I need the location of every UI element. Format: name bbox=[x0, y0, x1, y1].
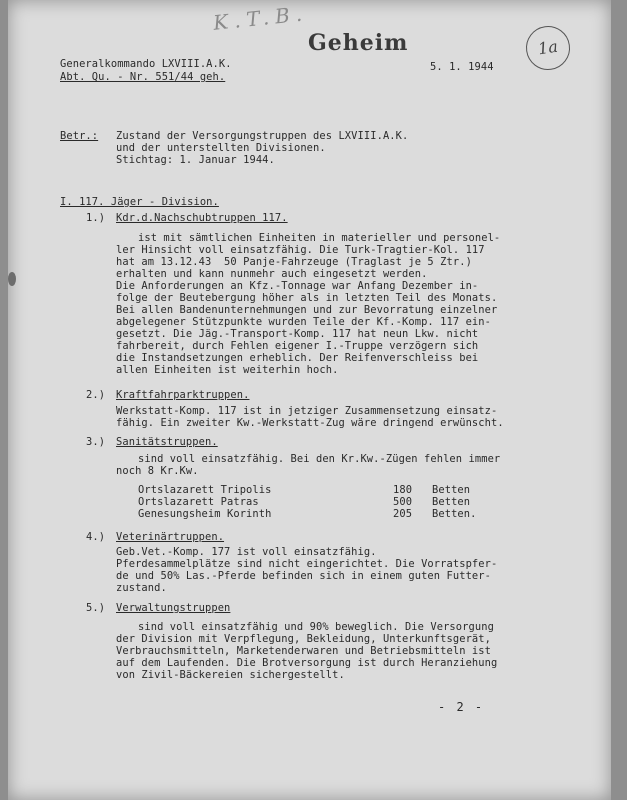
section-1-line: hat am 13.12.43 50 Panje-Fahrzeuge (Traglast je 5 Ztr.) bbox=[116, 256, 472, 268]
hospital-count: 205 bbox=[393, 508, 413, 520]
section-5-number: 5.) bbox=[86, 602, 106, 614]
header-command: Generalkommando LXVIII.A.K. bbox=[60, 58, 232, 70]
section-1-line: allen Einheiten ist weiterhin hoch. bbox=[116, 364, 339, 376]
section-1-line: gesetzt. Die Jäg.-Transport-Komp. 117 hat neun Lkw. nicht bbox=[116, 328, 479, 340]
hospital-unit: Betten bbox=[432, 496, 471, 508]
section-5-line: auf dem Laufenden. Die Brotversorgung ist durch Heranziehung bbox=[116, 657, 498, 669]
section-3-number: 3.) bbox=[86, 436, 106, 448]
section-1-line: Die Anforderungen an Kfz.-Tonnage war Anfang Dezember in- bbox=[116, 280, 479, 292]
section-1-title: Kdr.d.Nachschubtruppen 117. bbox=[116, 212, 288, 224]
section-2-line: Werkstatt-Komp. 117 ist in jetziger Zusammensetzung einsatz- bbox=[116, 405, 498, 417]
section-1-line: die Instandsetzungen erheblich. Der Reifenverschleiss bei bbox=[116, 352, 479, 364]
page-number: - 2 - bbox=[438, 700, 485, 714]
section-5-title: Verwaltungstruppen bbox=[116, 602, 231, 614]
section-1-line: Bei allen Bandenunternehmungen und zur Bevorratung einzelner bbox=[116, 304, 498, 316]
section-1-line: ist mit sämtlichen Einheiten in materieller und personel- bbox=[138, 232, 501, 244]
section-3-line: noch 8 Kr.Kw. bbox=[116, 465, 199, 477]
section-3-title: Sanitätstruppen. bbox=[116, 436, 218, 448]
header-date: 5. 1. 1944 bbox=[430, 61, 494, 73]
header-file-ref: Abt. Qu. - Nr. 551/44 geh. bbox=[60, 71, 226, 83]
document-page bbox=[8, 0, 611, 800]
punch-hole bbox=[8, 272, 16, 286]
section-4-title: Veterinärtruppen. bbox=[116, 531, 225, 543]
section-1-line: abgelegener Stützpunkte wurden Teile der Kf.-Komp. 117 ein- bbox=[116, 316, 491, 328]
hospital-place: Ortslazarett Tripolis bbox=[138, 484, 272, 496]
hospital-count: 180 bbox=[393, 484, 413, 496]
section-3-line: sind voll einsatzfähig. Bei den Kr.Kw.-Zügen fehlen immer bbox=[138, 453, 501, 465]
section-4-line: de und 50% Las.-Pferde befinden sich in einem guten Futter- bbox=[116, 570, 491, 582]
section-5-line: der Division mit Verpflegung, Bekleidung, Unterkunftsgerät, bbox=[116, 633, 491, 645]
section-4-number: 4.) bbox=[86, 531, 106, 543]
subject-line-2: und der unterstellten Divisionen. bbox=[116, 142, 326, 154]
hospital-unit: Betten bbox=[432, 484, 471, 496]
section-4-line: zustand. bbox=[116, 582, 167, 594]
section-1-number: 1.) bbox=[86, 212, 106, 224]
subject-line-1: Zustand der Versorgungstruppen des LXVIII.A.K. bbox=[116, 130, 409, 142]
classification-stamp: Geheim bbox=[308, 30, 409, 56]
section-2-line: fähig. Ein zweiter Kw.-Werkstatt-Zug wäre dringend erwünscht. bbox=[116, 417, 504, 429]
hospital-place: Genesungsheim Korinth bbox=[138, 508, 272, 520]
section-5-line: Verbrauchsmitteln, Marketenderwaren und Betriebsmitteln ist bbox=[116, 645, 491, 657]
section-5-line: von Zivil-Bäckereien sichergestellt. bbox=[116, 669, 345, 681]
section-1-line: folge der Beutebergung höher als in letzten Teil des Monats. bbox=[116, 292, 498, 304]
hospital-count: 500 bbox=[393, 496, 413, 508]
folio-mark: 1a bbox=[523, 23, 573, 73]
section-1-line: fahrbereit, durch Fehlen eigener I.-Truppe verzögern sich bbox=[116, 340, 479, 352]
section-1-line: erhalten und kann nunmehr auch eingesetzt werden. bbox=[116, 268, 428, 280]
section-1-line: ler Hinsicht voll einsatzfähig. Die Turk-Tragtier-Kol. 117 bbox=[116, 244, 485, 256]
section-4-line: Geb.Vet.-Komp. 177 ist voll einsatzfähig. bbox=[116, 546, 377, 558]
section-2-number: 2.) bbox=[86, 389, 106, 401]
hospital-unit: Betten. bbox=[432, 508, 477, 520]
division-heading: I. 117. Jäger - Division. bbox=[60, 196, 219, 208]
handwritten-note: K.T.B. bbox=[212, 1, 310, 35]
section-5-line: sind voll einsatzfähig und 90% beweglich. Die Versorgung bbox=[138, 621, 494, 633]
subject-label: Betr.: bbox=[60, 130, 99, 142]
section-2-title: Kraftfahrparktruppen. bbox=[116, 389, 250, 401]
hospital-place: Ortslazarett Patras bbox=[138, 496, 259, 508]
section-4-line: Pferdesammelplätze sind nicht eingerichtet. Die Vorratspfer- bbox=[116, 558, 498, 570]
subject-line-3: Stichtag: 1. Januar 1944. bbox=[116, 154, 275, 166]
